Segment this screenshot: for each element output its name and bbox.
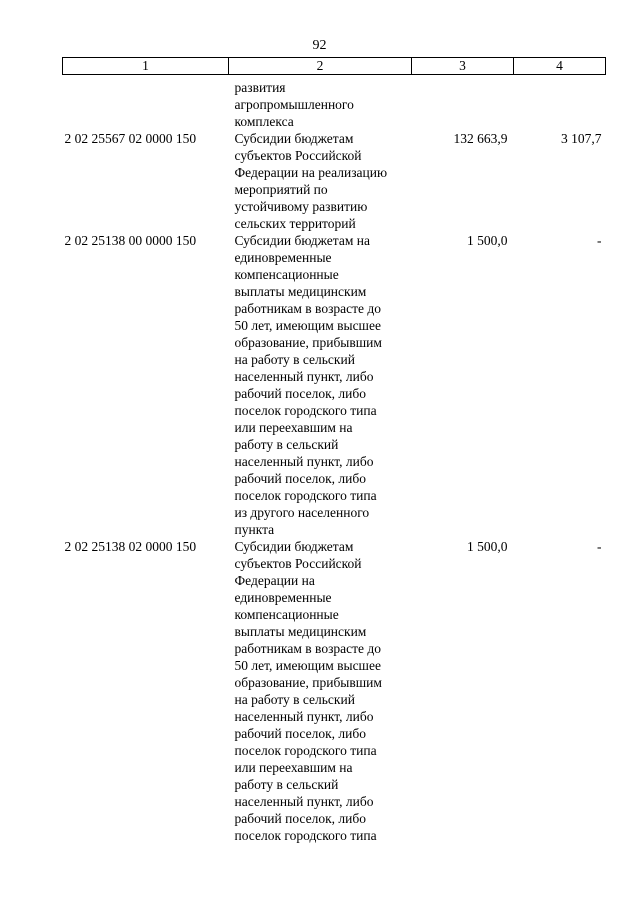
income-name-line: единовременные bbox=[234, 250, 332, 265]
budget-code-cell bbox=[63, 75, 229, 131]
page-number: 92 bbox=[312, 38, 327, 53]
income-name-line: поселок городского типа bbox=[234, 488, 377, 503]
amount-col4-cell: - bbox=[597, 539, 602, 554]
table-row bbox=[63, 75, 606, 131]
amount-col3-cell bbox=[412, 75, 514, 131]
income-name-line: Федерации на bbox=[234, 573, 315, 588]
income-name-line: выплаты медицинским bbox=[234, 624, 367, 639]
amount-col4-cell: 3 107,7 bbox=[561, 131, 602, 146]
income-name-line: Субсидии бюджетам bbox=[234, 539, 354, 554]
table-row bbox=[63, 538, 606, 844]
income-name-line: субъектов Российской bbox=[234, 148, 362, 163]
amount-col4-cell: - bbox=[597, 233, 602, 248]
amount-col3-cell: 1 500,0 bbox=[467, 539, 508, 554]
income-name-line: рабочий поселок, либо bbox=[234, 386, 366, 401]
income-name-line: 50 лет, имеющим высшее bbox=[234, 658, 381, 673]
income-name-line: рабочий поселок, либо bbox=[234, 471, 366, 486]
income-name-line: выплаты медицинским bbox=[234, 284, 367, 299]
amount-col4-cell bbox=[514, 75, 606, 131]
income-name-cell bbox=[229, 232, 412, 538]
column-header-2: 2 bbox=[229, 58, 412, 75]
income-name-line: из другого населенного bbox=[234, 505, 370, 520]
income-name-line: населенный пункт, либо bbox=[234, 454, 374, 469]
budget-code-cell: 2 02 25138 00 0000 150 bbox=[64, 233, 197, 248]
income-name-line: работникам в возрасте до bbox=[234, 301, 382, 316]
income-name-line: Субсидии бюджетам на bbox=[234, 233, 370, 248]
income-name-line: поселок городского типа bbox=[234, 403, 377, 418]
income-name-line: субъектов Российской bbox=[234, 556, 362, 571]
income-name-line: агропромышленного bbox=[234, 97, 354, 112]
income-name-line: Федерации на реализацию bbox=[234, 165, 388, 180]
budget-code-cell: 2 02 25138 02 0000 150 bbox=[64, 539, 197, 554]
income-name-line: рабочий поселок, либо bbox=[234, 811, 366, 826]
income-name-line: комплекса bbox=[234, 114, 294, 129]
table-row bbox=[63, 232, 606, 538]
income-name-line: компенсационные bbox=[234, 607, 339, 622]
income-name-cell bbox=[229, 75, 412, 131]
income-name-line: работу в сельский bbox=[234, 437, 339, 452]
income-name-line: населенный пункт, либо bbox=[234, 709, 374, 724]
income-name-line: рабочий поселок, либо bbox=[234, 726, 366, 741]
income-name-line: развития bbox=[234, 80, 286, 95]
income-name-line: работу в сельский bbox=[234, 777, 339, 792]
income-name-cell bbox=[229, 538, 412, 844]
income-name-line: единовременные bbox=[234, 590, 332, 605]
income-name-line: на работу в сельский bbox=[234, 352, 355, 367]
income-name-line: образование, прибывшим bbox=[234, 335, 382, 350]
income-name-line: поселок городского типа bbox=[234, 828, 377, 843]
column-header-4: 4 bbox=[514, 58, 606, 75]
table-row bbox=[63, 130, 606, 232]
income-name-line: сельских территорий bbox=[234, 216, 356, 231]
income-name-cell bbox=[229, 130, 412, 232]
income-name-line: работникам в возрасте до bbox=[234, 641, 382, 656]
income-name-line: населенный пункт, либо bbox=[234, 369, 374, 384]
income-name-line: образование, прибывшим bbox=[234, 675, 382, 690]
income-name-line: устойчивому развитию bbox=[234, 199, 368, 214]
table-body bbox=[63, 75, 606, 845]
table-header-row bbox=[63, 58, 606, 75]
amount-col3-cell: 132 663,9 bbox=[453, 131, 508, 146]
income-name-line: на работу в сельский bbox=[234, 692, 355, 707]
income-name-line: или переехавшим на bbox=[234, 760, 353, 775]
income-name-line: компенсационные bbox=[234, 267, 339, 282]
budget-table bbox=[62, 57, 606, 844]
income-name-line: населенный пункт, либо bbox=[234, 794, 374, 809]
budget-code-cell: 2 02 25567 02 0000 150 bbox=[64, 131, 197, 146]
income-name-line: мероприятий по bbox=[234, 182, 328, 197]
column-header-1: 1 bbox=[63, 58, 229, 75]
income-name-line: 50 лет, имеющим высшее bbox=[234, 318, 381, 333]
column-header-3: 3 bbox=[412, 58, 514, 75]
income-name-line: поселок городского типа bbox=[234, 743, 377, 758]
income-name-line: пункта bbox=[234, 522, 275, 537]
income-name-line: или переехавшим на bbox=[234, 420, 353, 435]
amount-col3-cell: 1 500,0 bbox=[467, 233, 508, 248]
income-name-line: Субсидии бюджетам bbox=[234, 131, 354, 146]
